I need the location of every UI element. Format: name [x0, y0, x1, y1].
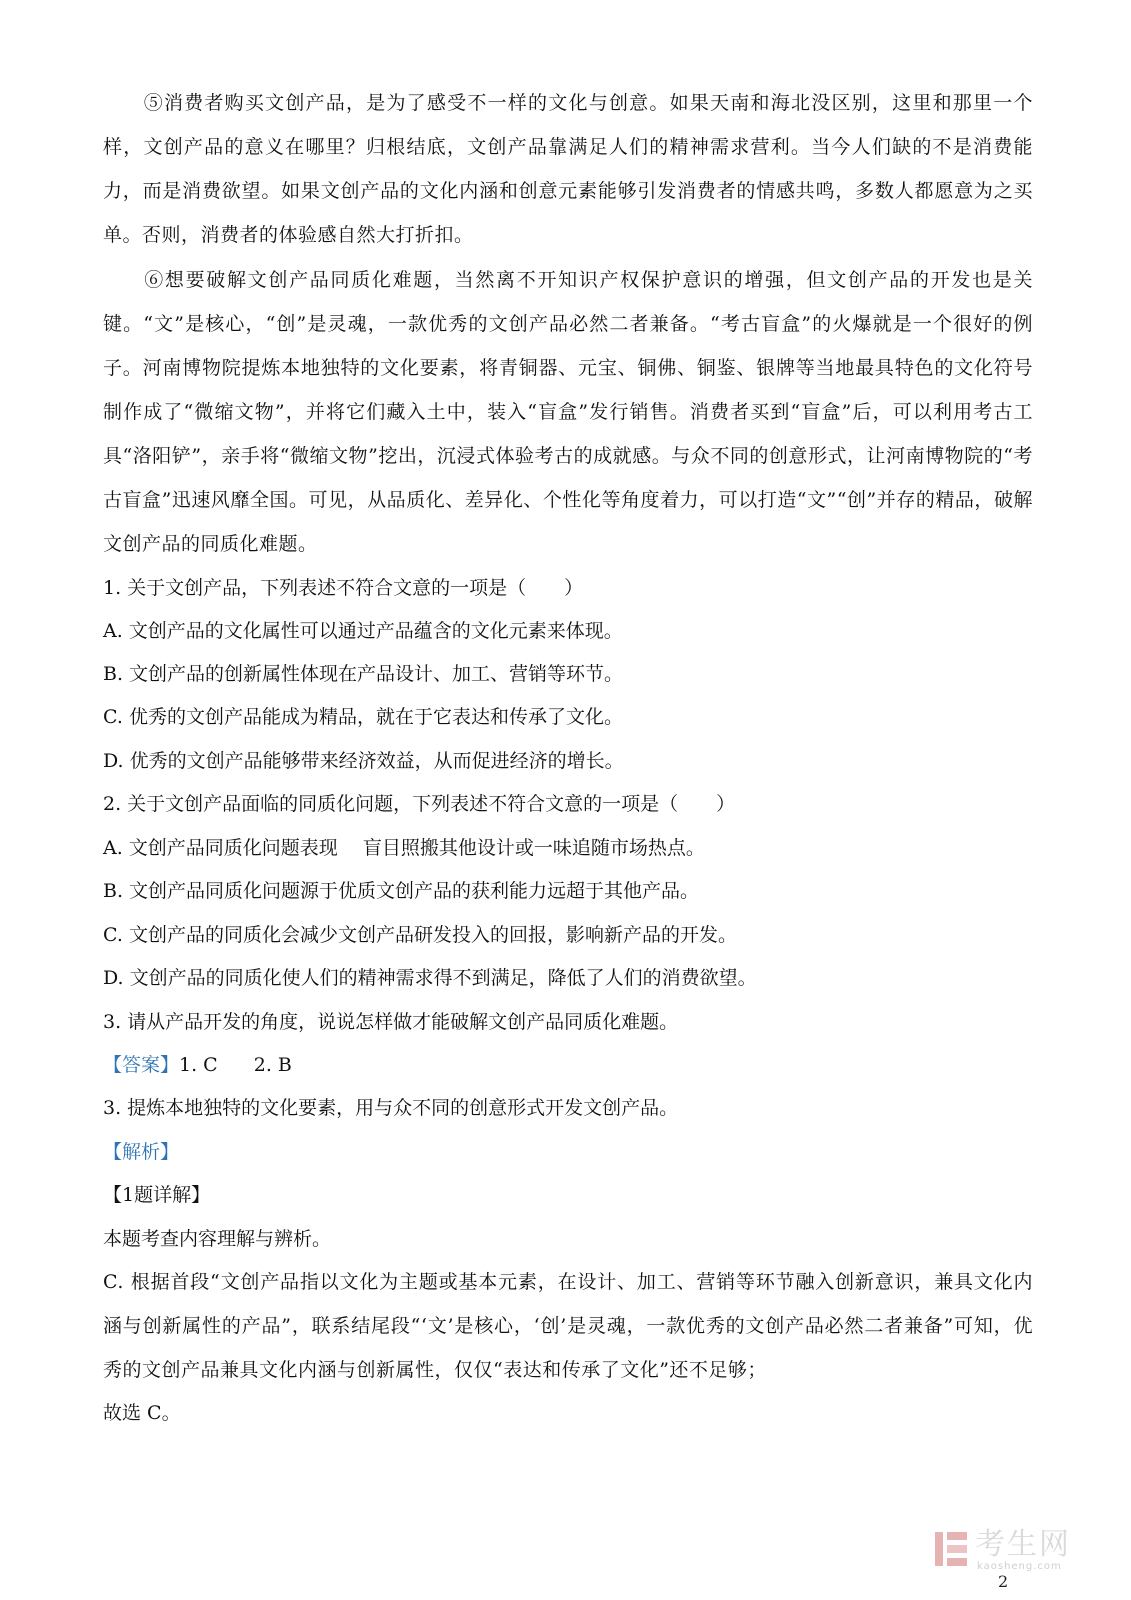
- answer-line: [103, 1052, 1033, 1078]
- page-number: 2: [998, 1572, 1009, 1591]
- question-2-option-d: D. 文创产品的同质化使人们的精神需求得不到满足，降低了人们的消费欲望。: [103, 967, 757, 989]
- watermark-logo-icon: [935, 1530, 969, 1568]
- passage-paragraph-5: [103, 81, 1033, 257]
- question-1-option-a: A. 文创产品的文化属性可以通过产品蕴含的文化元素来体现。: [103, 620, 623, 642]
- paragraph-6-text: ⑥想要破解文创产品同质化难题，当然离不开知识产权保护意识的增强，但文创产品的开发也是关键。“文”是核心，“创”是灵魂，一款优秀的文创产品必然二者兼备。“考古盲盒”的火爆就是一个很好的例子。河南博物院提炼本地独特的文化要素，将青铜器、元宝、铜佛、铜鉴、银牌等当地最具特色的文化符号制作成了“微缩文物”，并将它们藏入土中，装入“盲盒”发行销售。消费者买到“盲盒”后，可以利用考古工具“洛阳铲”，亲手将“微缩文物”挖出，沉浸式体验考古的成就感。与众不同的创意形式，让河南博物院的“考古盲盒”迅速风靡全国。可见，从品质化、差异化、个性化等角度着力，可以打造“文”“创”并存的精品，破解文创产品的同质化难题。: [103, 269, 1033, 555]
- question-1-stem: 1. 关于文创产品，下列表述不符合文意的一项是（ ）: [103, 577, 584, 599]
- logo-bar-left: [935, 1532, 943, 1566]
- question-2-stem: 2. 关于文创产品面临的同质化问题，下列表述不符合文意的一项是（ ）: [103, 793, 736, 815]
- analysis-label: [103, 1139, 1033, 1165]
- question-1-option-c: C. 优秀的文创产品能成为精品，就在于它表达和传承了文化。: [103, 706, 623, 728]
- logo-bar-mid: [947, 1545, 967, 1553]
- answer-3: 3. 提炼本地独特的文化要素，用与众不同的创意形式开发文创产品。: [103, 1097, 679, 1119]
- question-1-option-d: D. 优秀的文创产品能够带来经济效益，从而促进经济的增长。: [103, 750, 624, 772]
- analysis-conclusion: 故选 C。: [103, 1402, 181, 1424]
- watermark-text: 考生网: [975, 1527, 1071, 1562]
- question-1-option-b: B. 文创产品的创新属性体现在产品设计、加工、营销等环节。: [103, 663, 624, 685]
- analysis-label-text: 【解析】: [103, 1141, 180, 1163]
- passage-paragraph-6: [103, 258, 1033, 566]
- paragraph-5-text: ⑤消费者购买文创产品，是为了感受不一样的文化与创意。如果天南和海北没区别，这里和那里一个样，文创产品的意义在哪里？归根结底，文创产品靠满足人们的精神需求营利。当今人们缺的不是消费能力，而是消费欲望。如果文创产品的文化内涵和创意元素能够引发消费者的情感共鸣，多数人都愿意为之买单。否则，消费者的体验感自然大打折扣。: [103, 92, 1033, 246]
- question-2-option-b: B. 文创产品同质化问题源于优质文创产品的获利能力远超于其他产品。: [103, 880, 700, 902]
- logo-bar-top: [947, 1532, 967, 1540]
- question-3-stem: 3. 请从产品开发的角度，说说怎样做才能破解文创产品同质化难题。: [103, 1011, 679, 1033]
- analysis-intro: 本题考查内容理解与辨析。: [103, 1228, 332, 1250]
- answer-1: 1. C: [179, 1054, 218, 1076]
- analysis-body-text: C. 根据首段“文创产品指以文化为主题或基本元素，在设计、加工、营销等环节融入创新意识，兼具文化内涵与创新属性的产品”，联系结尾段“‘文’是核心，‘创’是灵魂，一款优秀的文创产品必然二者兼备”可知，优秀的文创产品兼具文化内涵与创新属性，仅仅“表达和传承了文化”还不足够；: [103, 1271, 1033, 1381]
- watermark-subtext: kaosheng.com: [977, 1561, 1062, 1572]
- question-2-option-c: C. 文创产品的同质化会减少文创产品研发投入的回报，影响新产品的开发。: [103, 924, 737, 946]
- analysis-body: [103, 1260, 1033, 1392]
- question-2-option-a: A. 文创产品同质化问题表现 盲目照搬其他设计或一味追随市场热点。: [103, 837, 705, 859]
- answer-label: 【答案】: [103, 1054, 180, 1076]
- watermark-logo: [935, 1528, 1095, 1572]
- analysis-q1-heading: 【1题详解】: [103, 1184, 211, 1206]
- answer-2: 2. B: [253, 1054, 292, 1076]
- logo-bar-bottom: [947, 1558, 967, 1566]
